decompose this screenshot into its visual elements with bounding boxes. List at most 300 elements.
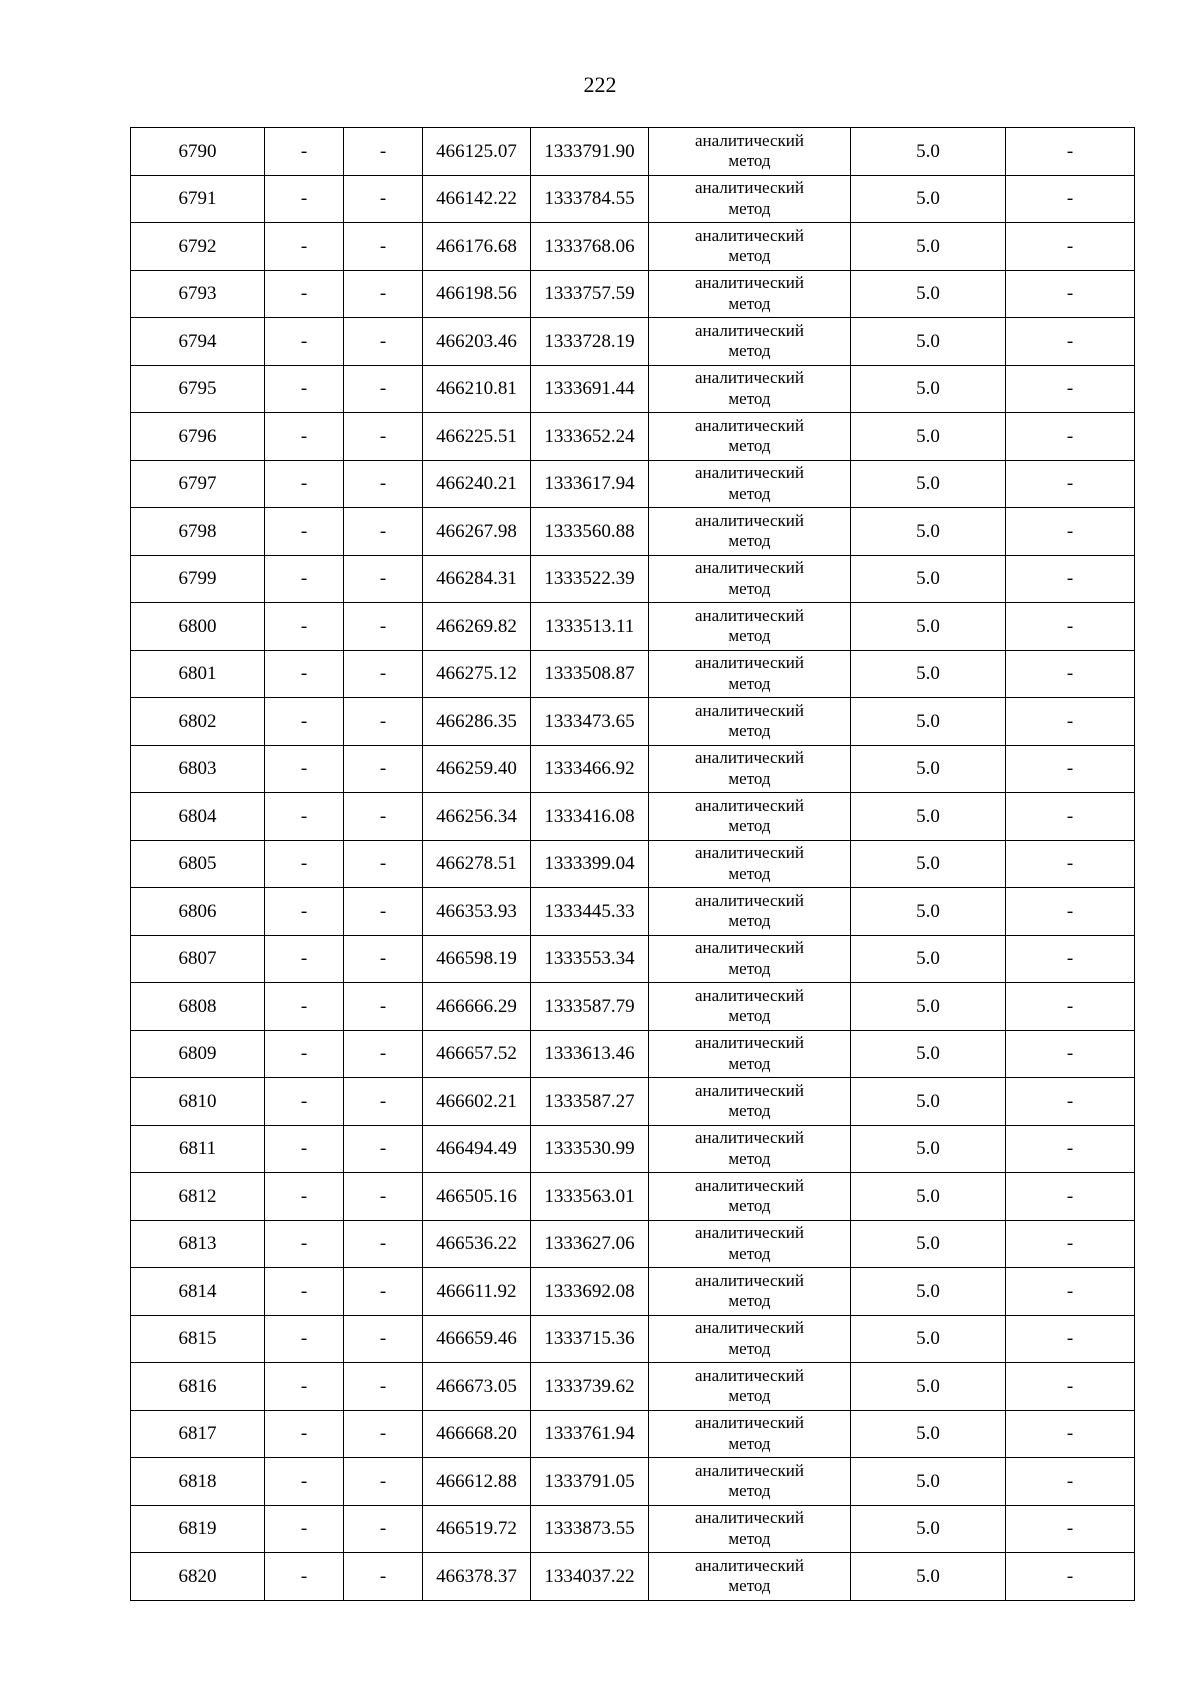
method-cell xyxy=(649,1125,851,1173)
accuracy-cell: 5.0 xyxy=(851,650,1006,698)
table-row xyxy=(131,223,1135,271)
y-coordinate-cell: 1333399.04 xyxy=(531,840,649,888)
dash-cell: - xyxy=(1006,1078,1135,1126)
method-cell xyxy=(649,555,851,603)
accuracy-cell: 5.0 xyxy=(851,555,1006,603)
method-line-2: метод xyxy=(728,816,771,836)
method-line-2: метод xyxy=(728,673,771,693)
y-coordinate-cell: 1333587.79 xyxy=(531,983,649,1031)
dash-cell: - xyxy=(344,413,423,461)
dash-cell: - xyxy=(344,1173,423,1221)
x-coordinate-cell: 466225.51 xyxy=(423,413,531,461)
accuracy-cell: 5.0 xyxy=(851,413,1006,461)
method-cell xyxy=(649,1505,851,1553)
table-row xyxy=(131,1078,1135,1126)
dash-cell: - xyxy=(265,793,344,841)
method-line-2: метод xyxy=(728,531,771,551)
method-cell xyxy=(649,508,851,556)
table-row xyxy=(131,508,1135,556)
accuracy-cell: 5.0 xyxy=(851,223,1006,271)
dash-cell: - xyxy=(1006,840,1135,888)
point-number-cell: 6805 xyxy=(131,840,265,888)
method-line-2: метод xyxy=(728,626,771,646)
table-row xyxy=(131,555,1135,603)
table-row xyxy=(131,270,1135,318)
x-coordinate-cell: 466259.40 xyxy=(423,745,531,793)
method-line-1: аналитический xyxy=(695,1413,804,1433)
x-coordinate-cell: 466210.81 xyxy=(423,365,531,413)
dash-cell: - xyxy=(1006,1268,1135,1316)
table-row xyxy=(131,1410,1135,1458)
method-cell xyxy=(649,793,851,841)
point-number-cell: 6811 xyxy=(131,1125,265,1173)
dash-cell: - xyxy=(265,840,344,888)
dash-cell: - xyxy=(265,698,344,746)
method-line-1: аналитический xyxy=(695,130,804,150)
point-number-cell: 6817 xyxy=(131,1410,265,1458)
y-coordinate-cell: 1333691.44 xyxy=(531,365,649,413)
y-coordinate-cell: 1333739.62 xyxy=(531,1363,649,1411)
method-line-2: метод xyxy=(728,1291,771,1311)
dash-cell: - xyxy=(344,223,423,271)
dash-cell: - xyxy=(1006,1458,1135,1506)
point-number-cell: 6799 xyxy=(131,555,265,603)
y-coordinate-cell: 1333553.34 xyxy=(531,935,649,983)
method-line-2: метод xyxy=(728,911,771,931)
dash-cell: - xyxy=(265,318,344,366)
table-row xyxy=(131,983,1135,1031)
y-coordinate-cell: 1333627.06 xyxy=(531,1220,649,1268)
method-cell xyxy=(649,128,851,176)
dash-cell: - xyxy=(265,1363,344,1411)
dash-cell: - xyxy=(344,175,423,223)
method-line-1: аналитический xyxy=(695,1318,804,1338)
table-row xyxy=(131,603,1135,651)
x-coordinate-cell: 466353.93 xyxy=(423,888,531,936)
dash-cell: - xyxy=(344,1078,423,1126)
y-coordinate-cell: 1333728.19 xyxy=(531,318,649,366)
x-coordinate-cell: 466125.07 xyxy=(423,128,531,176)
method-cell xyxy=(649,698,851,746)
point-number-cell: 6818 xyxy=(131,1458,265,1506)
method-cell xyxy=(649,1220,851,1268)
point-number-cell: 6812 xyxy=(131,1173,265,1221)
method-line-2: метод xyxy=(728,246,771,266)
accuracy-cell: 5.0 xyxy=(851,793,1006,841)
dash-cell: - xyxy=(265,1173,344,1221)
y-coordinate-cell: 1333587.27 xyxy=(531,1078,649,1126)
accuracy-cell: 5.0 xyxy=(851,1458,1006,1506)
dash-cell: - xyxy=(1006,1363,1135,1411)
dash-cell: - xyxy=(1006,555,1135,603)
method-cell xyxy=(649,1410,851,1458)
dash-cell: - xyxy=(344,1505,423,1553)
y-coordinate-cell: 1333757.59 xyxy=(531,270,649,318)
dash-cell: - xyxy=(265,175,344,223)
table-row xyxy=(131,935,1135,983)
method-line-1: аналитический xyxy=(695,463,804,483)
y-coordinate-cell: 1333522.39 xyxy=(531,555,649,603)
y-coordinate-cell: 1333445.33 xyxy=(531,888,649,936)
accuracy-cell: 5.0 xyxy=(851,128,1006,176)
table-row xyxy=(131,318,1135,366)
dash-cell: - xyxy=(1006,1315,1135,1363)
y-coordinate-cell: 1333768.06 xyxy=(531,223,649,271)
dash-cell: - xyxy=(344,508,423,556)
x-coordinate-cell: 466598.19 xyxy=(423,935,531,983)
method-cell xyxy=(649,1268,851,1316)
dash-cell: - xyxy=(1006,935,1135,983)
dash-cell: - xyxy=(344,888,423,936)
dash-cell: - xyxy=(344,793,423,841)
method-line-1: аналитический xyxy=(695,178,804,198)
x-coordinate-cell: 466611.92 xyxy=(423,1268,531,1316)
point-number-cell: 6804 xyxy=(131,793,265,841)
table-row xyxy=(131,1458,1135,1506)
method-line-2: метод xyxy=(728,1338,771,1358)
dash-cell: - xyxy=(344,460,423,508)
dash-cell: - xyxy=(265,128,344,176)
x-coordinate-cell: 466256.34 xyxy=(423,793,531,841)
accuracy-cell: 5.0 xyxy=(851,1268,1006,1316)
x-coordinate-cell: 466673.05 xyxy=(423,1363,531,1411)
accuracy-cell: 5.0 xyxy=(851,698,1006,746)
method-cell xyxy=(649,1553,851,1601)
accuracy-cell: 5.0 xyxy=(851,1363,1006,1411)
point-number-cell: 6791 xyxy=(131,175,265,223)
method-line-2: метод xyxy=(728,436,771,456)
x-coordinate-cell: 466536.22 xyxy=(423,1220,531,1268)
method-line-2: метод xyxy=(728,863,771,883)
method-cell xyxy=(649,650,851,698)
point-number-cell: 6809 xyxy=(131,1030,265,1078)
method-cell xyxy=(649,1363,851,1411)
table-row xyxy=(131,460,1135,508)
dash-cell: - xyxy=(265,1458,344,1506)
method-cell xyxy=(649,603,851,651)
table-row xyxy=(131,793,1135,841)
x-coordinate-cell: 466275.12 xyxy=(423,650,531,698)
method-line-1: аналитический xyxy=(695,1555,804,1575)
point-number-cell: 6820 xyxy=(131,1553,265,1601)
method-line-1: аналитический xyxy=(695,1080,804,1100)
x-coordinate-cell: 466269.82 xyxy=(423,603,531,651)
method-line-2: метод xyxy=(728,1148,771,1168)
dash-cell: - xyxy=(1006,270,1135,318)
dash-cell: - xyxy=(1006,888,1135,936)
table-row xyxy=(131,413,1135,461)
method-line-2: метод xyxy=(728,578,771,598)
x-coordinate-cell: 466494.49 xyxy=(423,1125,531,1173)
dash-cell: - xyxy=(1006,508,1135,556)
method-line-2: метод xyxy=(728,1243,771,1263)
method-line-2: метод xyxy=(728,768,771,788)
accuracy-cell: 5.0 xyxy=(851,318,1006,366)
x-coordinate-cell: 466505.16 xyxy=(423,1173,531,1221)
dash-cell: - xyxy=(1006,175,1135,223)
dash-cell: - xyxy=(1006,1220,1135,1268)
dash-cell: - xyxy=(1006,698,1135,746)
accuracy-cell: 5.0 xyxy=(851,175,1006,223)
y-coordinate-cell: 1333715.36 xyxy=(531,1315,649,1363)
dash-cell: - xyxy=(1006,1125,1135,1173)
method-cell xyxy=(649,1173,851,1221)
y-coordinate-cell: 1333466.92 xyxy=(531,745,649,793)
table-row xyxy=(131,1125,1135,1173)
x-coordinate-cell: 466612.88 xyxy=(423,1458,531,1506)
method-line-2: метод xyxy=(728,1481,771,1501)
method-line-2: метод xyxy=(728,151,771,171)
accuracy-cell: 5.0 xyxy=(851,935,1006,983)
method-cell xyxy=(649,318,851,366)
table-row xyxy=(131,1553,1135,1601)
accuracy-cell: 5.0 xyxy=(851,365,1006,413)
point-number-cell: 6801 xyxy=(131,650,265,698)
dash-cell: - xyxy=(265,745,344,793)
dash-cell: - xyxy=(344,840,423,888)
dash-cell: - xyxy=(344,650,423,698)
table-row xyxy=(131,1173,1135,1221)
point-number-cell: 6790 xyxy=(131,128,265,176)
method-line-1: аналитический xyxy=(695,985,804,1005)
method-cell xyxy=(649,1078,851,1126)
dash-cell: - xyxy=(344,983,423,1031)
dash-cell: - xyxy=(265,935,344,983)
point-number-cell: 6810 xyxy=(131,1078,265,1126)
dash-cell: - xyxy=(1006,1030,1135,1078)
method-cell xyxy=(649,745,851,793)
table-row xyxy=(131,175,1135,223)
dash-cell: - xyxy=(265,1505,344,1553)
y-coordinate-cell: 1333613.46 xyxy=(531,1030,649,1078)
method-cell xyxy=(649,840,851,888)
point-number-cell: 6800 xyxy=(131,603,265,651)
dash-cell: - xyxy=(265,1220,344,1268)
table-row xyxy=(131,1030,1135,1078)
method-line-2: метод xyxy=(728,388,771,408)
accuracy-cell: 5.0 xyxy=(851,888,1006,936)
point-number-cell: 6815 xyxy=(131,1315,265,1363)
dash-cell: - xyxy=(265,1410,344,1458)
dash-cell: - xyxy=(1006,745,1135,793)
point-number-cell: 6816 xyxy=(131,1363,265,1411)
method-line-1: аналитический xyxy=(695,273,804,293)
method-line-1: аналитический xyxy=(695,1508,804,1528)
method-line-1: аналитический xyxy=(695,795,804,815)
x-coordinate-cell: 466668.20 xyxy=(423,1410,531,1458)
table-row xyxy=(131,1220,1135,1268)
dash-cell: - xyxy=(265,1030,344,1078)
dash-cell: - xyxy=(1006,983,1135,1031)
dash-cell: - xyxy=(265,413,344,461)
dash-cell: - xyxy=(265,460,344,508)
table-row xyxy=(131,128,1135,176)
method-line-1: аналитический xyxy=(695,700,804,720)
table-body xyxy=(131,128,1135,1601)
method-line-2: метод xyxy=(728,1053,771,1073)
y-coordinate-cell: 1333652.24 xyxy=(531,413,649,461)
method-line-1: аналитический xyxy=(695,653,804,673)
method-line-1: аналитический xyxy=(695,368,804,388)
dash-cell: - xyxy=(344,745,423,793)
dash-cell: - xyxy=(1006,1410,1135,1458)
method-cell xyxy=(649,888,851,936)
dash-cell: - xyxy=(344,698,423,746)
accuracy-cell: 5.0 xyxy=(851,840,1006,888)
point-number-cell: 6797 xyxy=(131,460,265,508)
dash-cell: - xyxy=(1006,413,1135,461)
method-line-1: аналитический xyxy=(695,1460,804,1480)
method-line-2: метод xyxy=(728,958,771,978)
dash-cell: - xyxy=(265,1315,344,1363)
dash-cell: - xyxy=(344,365,423,413)
x-coordinate-cell: 466240.21 xyxy=(423,460,531,508)
dash-cell: - xyxy=(1006,1553,1135,1601)
dash-cell: - xyxy=(344,1363,423,1411)
y-coordinate-cell: 1333617.94 xyxy=(531,460,649,508)
point-number-cell: 6793 xyxy=(131,270,265,318)
point-number-cell: 6794 xyxy=(131,318,265,366)
method-line-1: аналитический xyxy=(695,558,804,578)
method-line-1: аналитический xyxy=(695,890,804,910)
y-coordinate-cell: 1333513.11 xyxy=(531,603,649,651)
dash-cell: - xyxy=(265,365,344,413)
accuracy-cell: 5.0 xyxy=(851,1505,1006,1553)
y-coordinate-cell: 1334037.22 xyxy=(531,1553,649,1601)
y-coordinate-cell: 1333416.08 xyxy=(531,793,649,841)
dash-cell: - xyxy=(265,1553,344,1601)
method-line-2: метод xyxy=(728,483,771,503)
y-coordinate-cell: 1333784.55 xyxy=(531,175,649,223)
table-row xyxy=(131,888,1135,936)
x-coordinate-cell: 466142.22 xyxy=(423,175,531,223)
dash-cell: - xyxy=(265,555,344,603)
y-coordinate-cell: 1333473.65 xyxy=(531,698,649,746)
method-line-1: аналитический xyxy=(695,605,804,625)
table-row xyxy=(131,1363,1135,1411)
method-line-1: аналитический xyxy=(695,1223,804,1243)
table-row xyxy=(131,1315,1135,1363)
table-row xyxy=(131,1268,1135,1316)
accuracy-cell: 5.0 xyxy=(851,508,1006,556)
x-coordinate-cell: 466267.98 xyxy=(423,508,531,556)
method-line-2: метод xyxy=(728,293,771,313)
point-number-cell: 6802 xyxy=(131,698,265,746)
dash-cell: - xyxy=(1006,1505,1135,1553)
dash-cell: - xyxy=(1006,223,1135,271)
dash-cell: - xyxy=(265,1125,344,1173)
y-coordinate-cell: 1333508.87 xyxy=(531,650,649,698)
y-coordinate-cell: 1333692.08 xyxy=(531,1268,649,1316)
point-number-cell: 6792 xyxy=(131,223,265,271)
accuracy-cell: 5.0 xyxy=(851,1030,1006,1078)
method-line-1: аналитический xyxy=(695,1033,804,1053)
y-coordinate-cell: 1333560.88 xyxy=(531,508,649,556)
y-coordinate-cell: 1333563.01 xyxy=(531,1173,649,1221)
point-number-cell: 6819 xyxy=(131,1505,265,1553)
accuracy-cell: 5.0 xyxy=(851,1125,1006,1173)
point-number-cell: 6803 xyxy=(131,745,265,793)
dash-cell: - xyxy=(265,1078,344,1126)
dash-cell: - xyxy=(1006,793,1135,841)
method-line-1: аналитический xyxy=(695,938,804,958)
table-row xyxy=(131,745,1135,793)
accuracy-cell: 5.0 xyxy=(851,460,1006,508)
method-line-2: метод xyxy=(728,1006,771,1026)
dash-cell: - xyxy=(1006,460,1135,508)
dash-cell: - xyxy=(344,935,423,983)
dash-cell: - xyxy=(1006,128,1135,176)
table-row xyxy=(131,840,1135,888)
dash-cell: - xyxy=(344,1030,423,1078)
point-number-cell: 6814 xyxy=(131,1268,265,1316)
point-number-cell: 6813 xyxy=(131,1220,265,1268)
method-line-1: аналитический xyxy=(695,1365,804,1385)
dash-cell: - xyxy=(265,508,344,556)
dash-cell: - xyxy=(344,1315,423,1363)
x-coordinate-cell: 466176.68 xyxy=(423,223,531,271)
accuracy-cell: 5.0 xyxy=(851,1315,1006,1363)
dash-cell: - xyxy=(344,1125,423,1173)
method-line-2: метод xyxy=(728,1196,771,1216)
dash-cell: - xyxy=(1006,365,1135,413)
method-cell xyxy=(649,935,851,983)
accuracy-cell: 5.0 xyxy=(851,983,1006,1031)
x-coordinate-cell: 466286.35 xyxy=(423,698,531,746)
accuracy-cell: 5.0 xyxy=(851,1410,1006,1458)
dash-cell: - xyxy=(265,603,344,651)
dash-cell: - xyxy=(1006,603,1135,651)
accuracy-cell: 5.0 xyxy=(851,1220,1006,1268)
x-coordinate-cell: 466378.37 xyxy=(423,1553,531,1601)
x-coordinate-cell: 466198.56 xyxy=(423,270,531,318)
method-line-1: аналитический xyxy=(695,843,804,863)
page-number: 222 xyxy=(583,72,617,97)
x-coordinate-cell: 466602.21 xyxy=(423,1078,531,1126)
dash-cell: - xyxy=(344,270,423,318)
y-coordinate-cell: 1333791.05 xyxy=(531,1458,649,1506)
y-coordinate-cell: 1333791.90 xyxy=(531,128,649,176)
method-cell xyxy=(649,1030,851,1078)
dash-cell: - xyxy=(344,1458,423,1506)
x-coordinate-cell: 466659.46 xyxy=(423,1315,531,1363)
y-coordinate-cell: 1333873.55 xyxy=(531,1505,649,1553)
method-line-2: метод xyxy=(728,1433,771,1453)
method-line-1: аналитический xyxy=(695,415,804,435)
dash-cell: - xyxy=(344,555,423,603)
dash-cell: - xyxy=(344,1220,423,1268)
point-number-cell: 6795 xyxy=(131,365,265,413)
accuracy-cell: 5.0 xyxy=(851,1173,1006,1221)
method-line-2: метод xyxy=(728,1101,771,1121)
point-number-cell: 6798 xyxy=(131,508,265,556)
dash-cell: - xyxy=(1006,318,1135,366)
dash-cell: - xyxy=(344,318,423,366)
method-cell xyxy=(649,1315,851,1363)
dash-cell: - xyxy=(344,1268,423,1316)
point-number-cell: 6807 xyxy=(131,935,265,983)
accuracy-cell: 5.0 xyxy=(851,1078,1006,1126)
method-cell xyxy=(649,983,851,1031)
dash-cell: - xyxy=(344,1410,423,1458)
method-line-1: аналитический xyxy=(695,1128,804,1148)
method-cell xyxy=(649,223,851,271)
dash-cell: - xyxy=(265,270,344,318)
method-cell xyxy=(649,175,851,223)
method-cell xyxy=(649,413,851,461)
method-line-2: метод xyxy=(728,1386,771,1406)
y-coordinate-cell: 1333530.99 xyxy=(531,1125,649,1173)
